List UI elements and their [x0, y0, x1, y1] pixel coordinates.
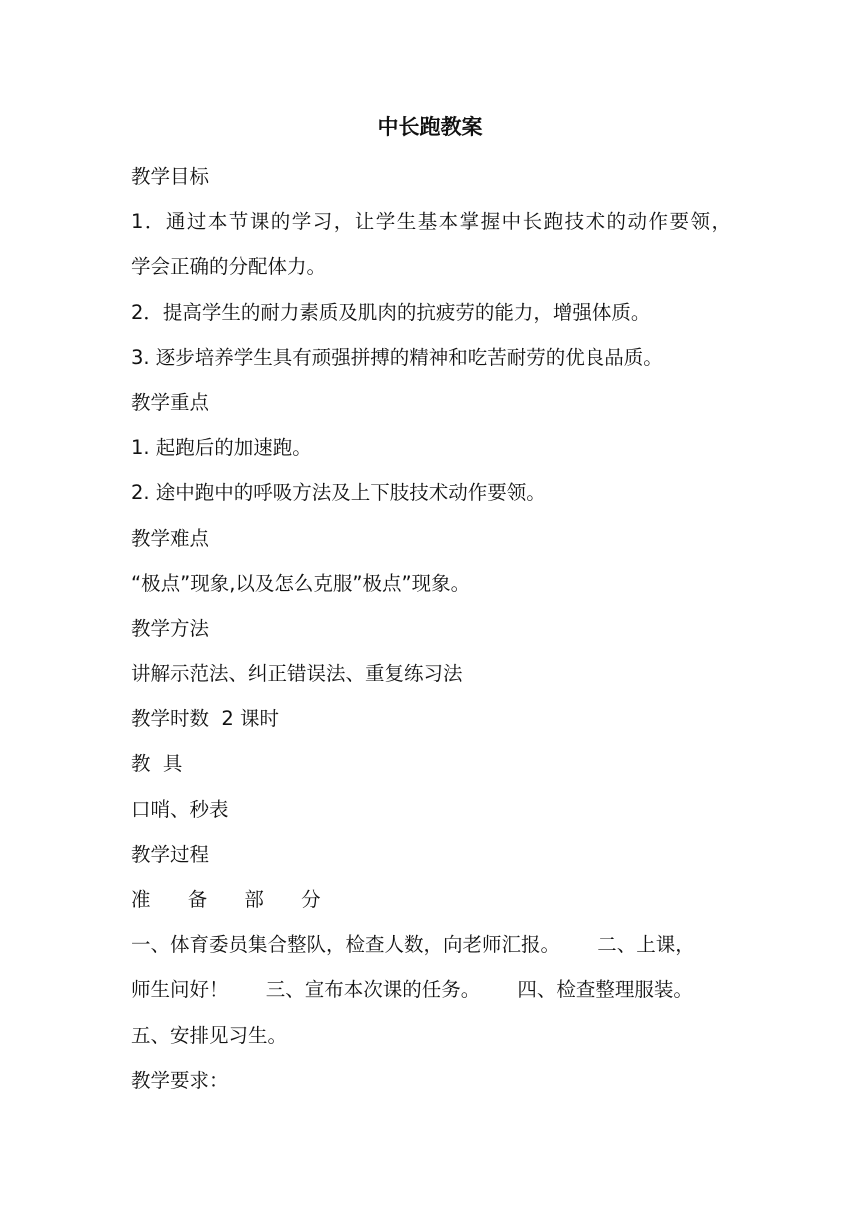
heading-teaching-methods: 教学方法: [131, 616, 210, 640]
objective-3: 3. 逐步培养学生具有顽强拼搏的精神和吃苦耐劳的优良品质。: [131, 345, 663, 369]
teaching-hours: 教学时数 2 课时: [131, 707, 280, 731]
preparation-line-3: 五、安排见习生。: [131, 1023, 288, 1047]
key-point-2: 2. 途中跑中的呼吸方法及上下肢技术动作要领。: [131, 481, 546, 505]
heading-teaching-objectives: 教学目标: [131, 165, 210, 188]
heading-preparation-part: 准 备 部 分: [131, 888, 321, 911]
difficulty-text: “极点”现象,以及怎么克服”极点”现象。: [131, 571, 471, 595]
objective-1-line-2: 学会正确的分配体力。: [131, 255, 327, 279]
key-point-1: 1. 起跑后的加速跑。: [131, 436, 312, 460]
heading-teaching-process: 教学过程: [131, 842, 210, 866]
heading-key-points: 教学重点: [131, 390, 210, 414]
preparation-line-2: 师生问好！ 三、宣布本次课的任务。 四、检查整理服装。: [131, 978, 693, 1002]
heading-teaching-requirements: 教学要求：: [131, 1068, 229, 1092]
teaching-methods-text: 讲解示范法、纠正错误法、重复练习法: [131, 662, 463, 686]
document-title: 中长跑教案: [377, 115, 483, 139]
objective-2: 2．提高学生的耐力素质及肌肉的抗疲劳的能力，增强体质。: [131, 300, 651, 324]
heading-equipment: 教 具: [131, 752, 183, 776]
document-body: [131, 154, 731, 1103]
objective-1-line-1: 1．通过本节课的学习，让学生基本掌握中长跑技术的动作要领，: [131, 210, 731, 234]
equipment-text: 口哨、秒表: [131, 797, 229, 821]
heading-difficulties: 教学难点: [131, 526, 210, 550]
preparation-line-1: 一、体育委员集合整队，检查人数，向老师汇报。 二、上课，: [131, 933, 695, 957]
